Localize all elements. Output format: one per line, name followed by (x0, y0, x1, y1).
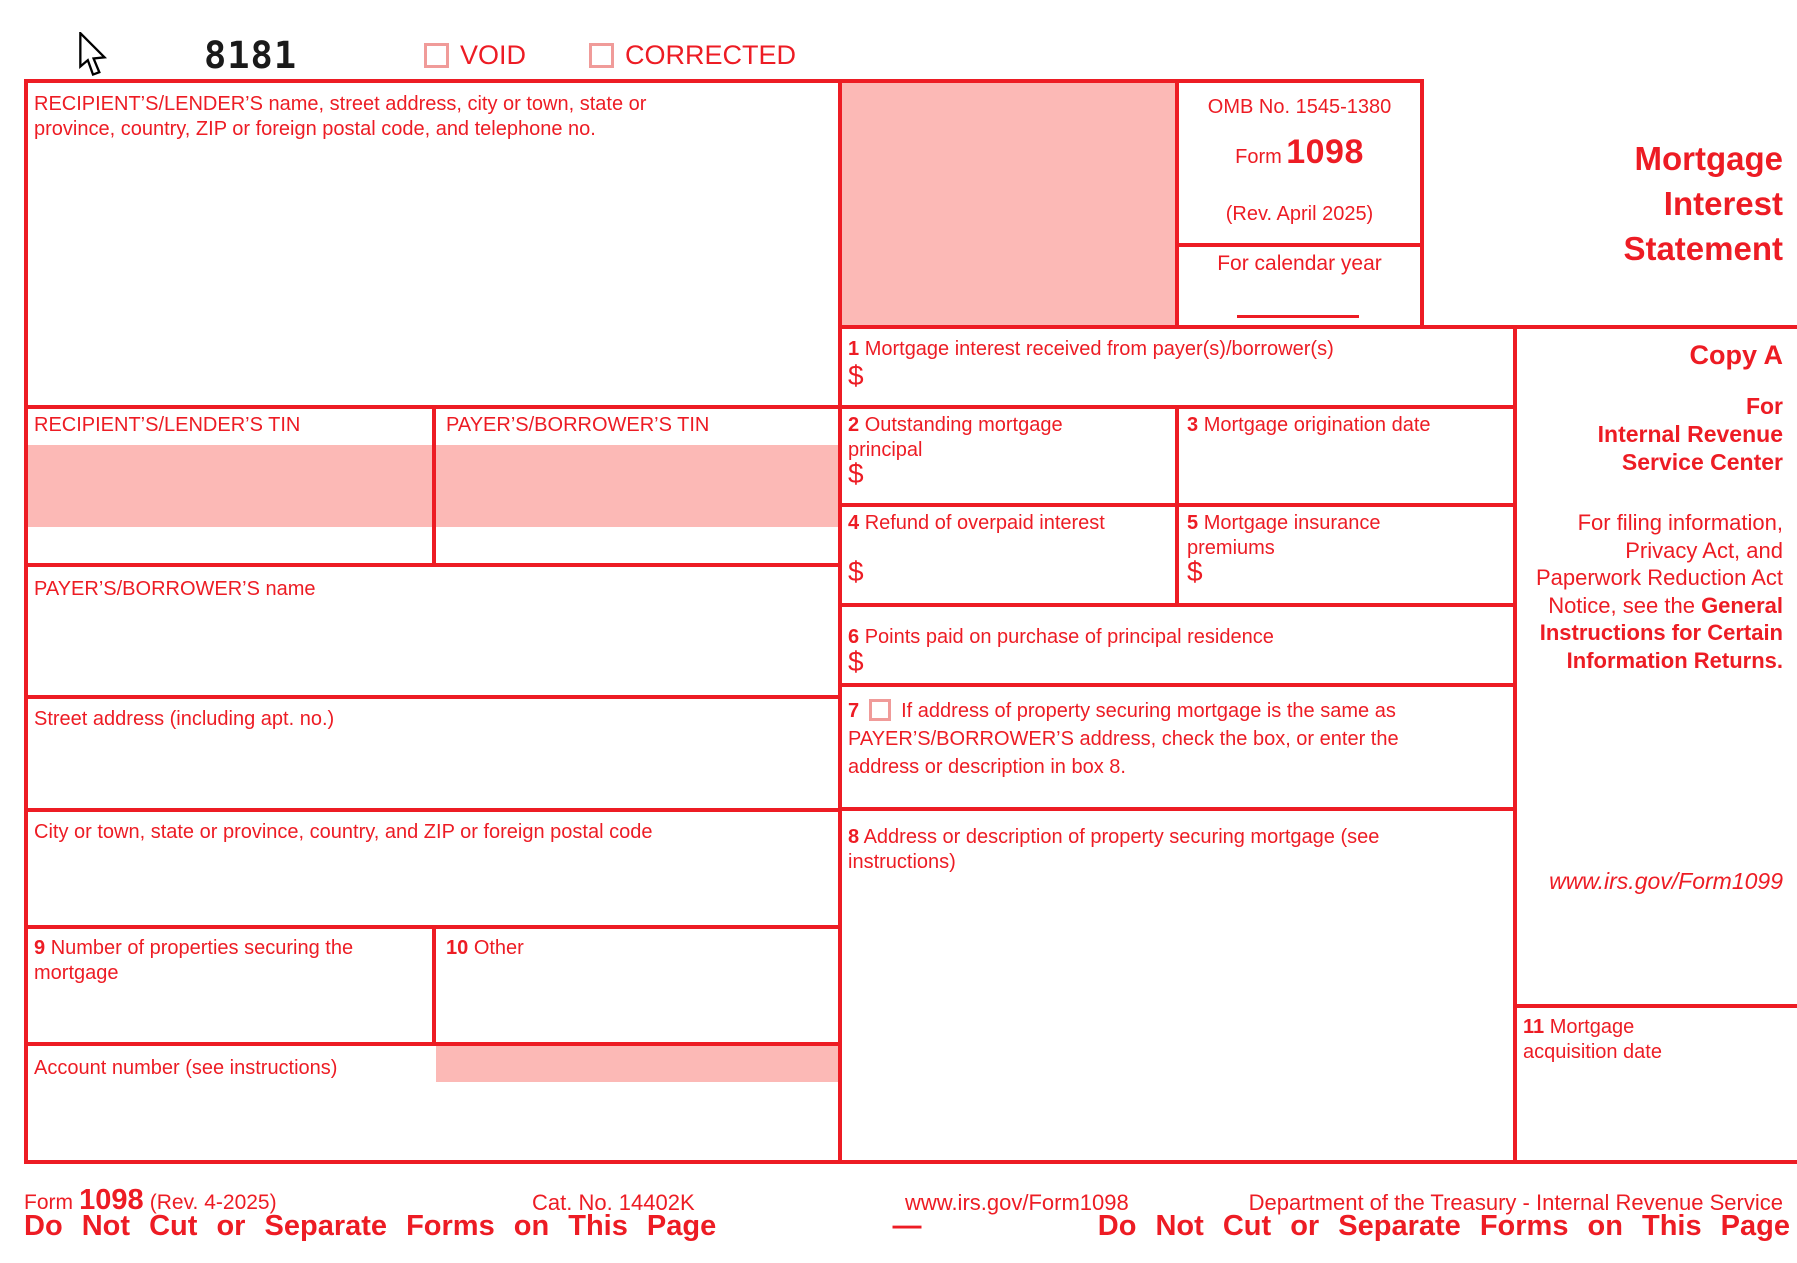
grid-line (24, 695, 842, 699)
box9-label: 9 Number of properties securing the mortgage (34, 937, 354, 984)
void-checkbox[interactable] (424, 43, 449, 68)
box8-label: 8 Address or description of property securing mortgage (see instructions) (848, 826, 1380, 873)
void-group (424, 40, 526, 71)
filing-information-note: For filing information, Privacy Act, and Paperwork Reduction Act Notice, see the General Instructions for Certain Information Returns. (1535, 510, 1783, 673)
form1099-url[interactable]: www.irs.gov/Form1099 (1549, 868, 1783, 894)
box2-label: 2 Outstanding mortgage principal (848, 414, 1063, 461)
grid-line (24, 563, 842, 567)
grid-line (838, 807, 1517, 811)
corrected-checkbox[interactable] (589, 43, 614, 68)
corrected-label: CORRECTED (625, 40, 797, 70)
form-title: Mortgage Interest Statement (1623, 140, 1783, 267)
grid-line (838, 503, 1517, 507)
box5-amount[interactable]: $ (1187, 556, 1203, 587)
grid-line (24, 1160, 1797, 1164)
grid-line (1513, 325, 1517, 1164)
form-number-block (1179, 133, 1420, 172)
box1-label: 1 Mortgage interest received from payer(s)/borrower(s) (848, 338, 1334, 360)
box1-amount[interactable]: $ (848, 360, 864, 391)
grid-line (24, 1042, 842, 1046)
payer-tin-input[interactable] (436, 445, 838, 527)
box7-same-address-checkbox[interactable] (869, 699, 891, 721)
catalog-number: Cat. No. 14402K (532, 1190, 695, 1215)
account-number-input[interactable] (436, 1046, 838, 1082)
grid-line (838, 79, 842, 1164)
account-number-label: Account number (see instructions) (34, 1057, 338, 1079)
grid-line (838, 603, 1517, 607)
omb-number: OMB No. 1545-1380 (1207, 96, 1392, 118)
corrected-group (589, 40, 796, 71)
street-address-label: Street address (including apt. no.) (34, 708, 335, 730)
box4-amount[interactable]: $ (848, 556, 864, 587)
recipient-info-label: RECIPIENT’S/LENDER’S name, street address, city or town, state or province, country, ZIP or foreign postal code, and telephone no. (34, 93, 647, 140)
grid-line (432, 405, 436, 567)
form-word: Form (1235, 146, 1282, 168)
filer-info-input[interactable] (842, 83, 1175, 325)
box11-label: 11 Mortgage acquisition date (1523, 1016, 1662, 1063)
box7-label: 7 If address of property securing mortgage is the same as PAYER’S/BORROWER’S address, check the box, or enter the address or description in box 8. (848, 700, 1399, 778)
print-control-code: 8181 (204, 34, 298, 77)
grid-line (24, 808, 842, 812)
grid-line (24, 79, 1424, 83)
grid-line (838, 325, 1797, 329)
grid-line (1420, 79, 1424, 329)
do-not-cut-banner: Do Not Cut or Separate Forms on This Page — Do Not Cut or Separate Forms on This Page (24, 1210, 1790, 1242)
payer-tin-label: PAYER’S/BORROWER’S TIN (446, 414, 710, 436)
calendar-year-label: For calendar year (1217, 252, 1382, 275)
box4-label: 4 Refund of overpaid interest (848, 512, 1105, 534)
box6-label: 6 Points paid on purchase of principal residence (848, 626, 1274, 648)
box5-label: 5 Mortgage insurance premiums (1187, 512, 1381, 559)
treasury-label: Department of the Treasury - Internal Revenue Service (1248, 1190, 1783, 1215)
footer-form-id: Form 1098 (Rev. 4-2025) (24, 1184, 277, 1216)
calendar-year-input[interactable] (1237, 294, 1359, 318)
box3-label: 3 Mortgage origination date (1187, 414, 1431, 436)
box10-label: 10 Other (446, 937, 524, 959)
grid-line (24, 79, 28, 1164)
recipient-tin-input[interactable] (28, 445, 432, 527)
grid-line (838, 683, 1517, 687)
grid-line (24, 405, 1517, 409)
box2-amount[interactable]: $ (848, 458, 864, 489)
payer-name-label: PAYER’S/BORROWER’S name (34, 578, 316, 600)
box6-amount[interactable]: $ (848, 646, 864, 677)
form-revision: (Rev. April 2025) (1225, 203, 1374, 225)
grid-line (1513, 1004, 1797, 1008)
city-label: City or town, state or province, country, and ZIP or foreign postal code (34, 821, 653, 843)
irs-center-label: For Internal Revenue Service Center (1597, 393, 1783, 475)
form-number: 1098 (1286, 133, 1364, 171)
copy-a-label: Copy A (1689, 340, 1783, 370)
form1098-url[interactable]: www.irs.gov/Form1098 (905, 1190, 1129, 1215)
grid-line (1175, 243, 1424, 247)
recipient-tin-label: RECIPIENT’S/LENDER’S TIN (34, 414, 301, 436)
void-label: VOID (460, 40, 527, 70)
mouse-cursor (76, 32, 110, 78)
grid-line (432, 925, 436, 1046)
